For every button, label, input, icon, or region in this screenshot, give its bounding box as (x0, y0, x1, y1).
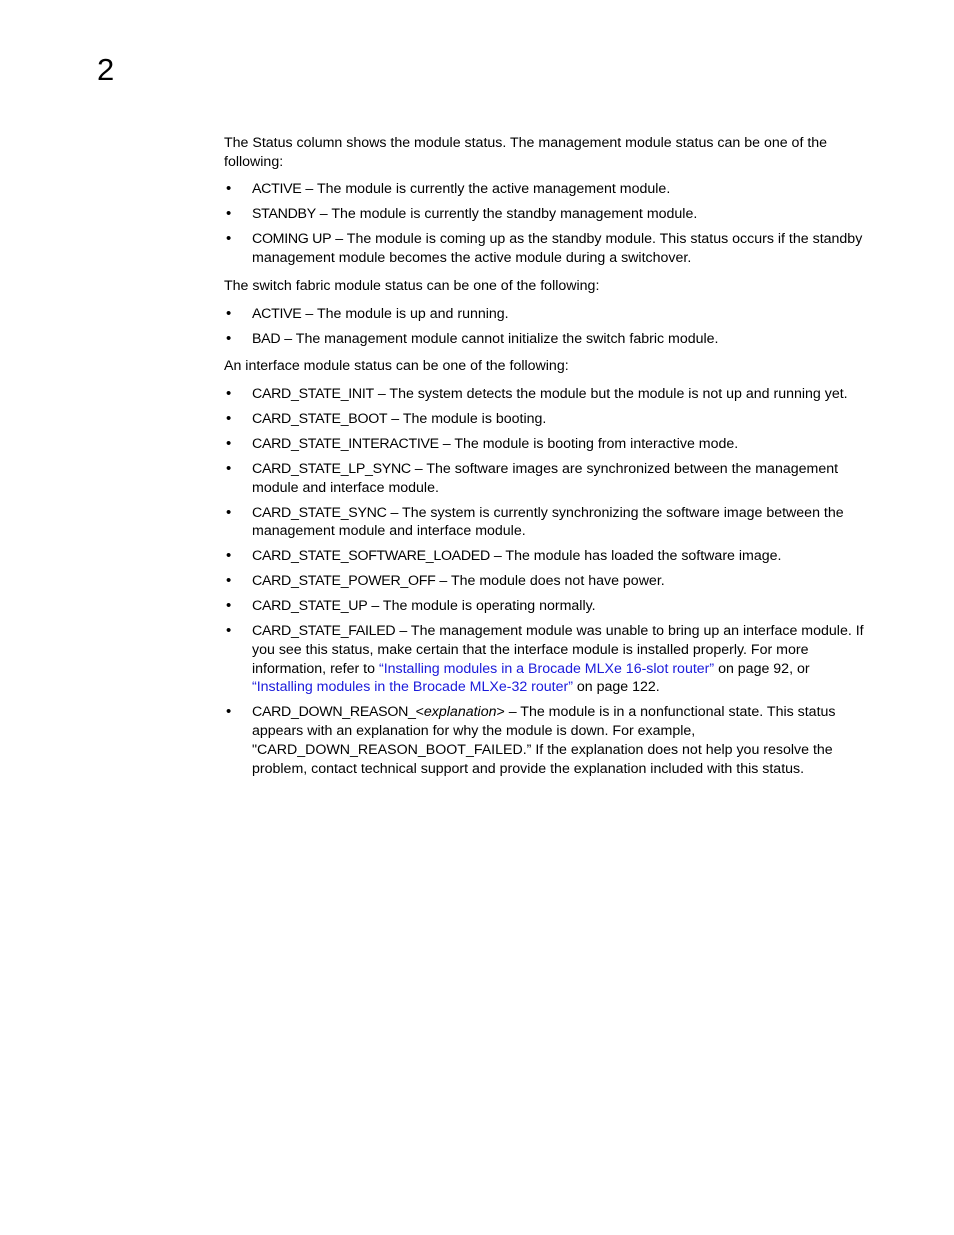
switch-fabric-intro: The switch fabric module status can be one of the following: (224, 277, 600, 294)
bullet-icon: • (226, 304, 232, 322)
bullet-icon: • (226, 622, 232, 640)
status-description: – The management module cannot initialize the switch fabric module. (280, 330, 719, 347)
status-term: CARD_STATE_INTERACTIVE (252, 435, 439, 452)
status-description: – The module is in a nonfunctional state. This status appears with an explanation for why the module is down. For example, "CARD_DOWN_REASON_BOOT_FAILED.” If the explanation does not help you resolve the problem, contact technical support and provide the explanation included with this status. (252, 704, 836, 777)
bullet-icon: • (226, 459, 232, 477)
variable-close-bracket: > (496, 704, 505, 721)
management-intro: The Status column shows the module status. The management module status can be one of the following: (224, 135, 828, 170)
status-term: CARD_STATE_INIT (252, 385, 374, 402)
bullet-icon: • (226, 230, 232, 248)
status-term: CARD_STATE_LP_SYNC (252, 460, 411, 477)
status-description: – The module is up and running. (301, 305, 509, 322)
status-term: COMING UP (252, 231, 332, 248)
status-term: CARD_DOWN_REASON_ (252, 704, 416, 721)
status-term: CARD_STATE_POWER_OFF (252, 573, 436, 590)
status-description: – The system detects the module but the module is not up and running yet. (373, 385, 848, 402)
bullet-icon: • (226, 384, 232, 402)
status-description: – The management module was unable to bring up an interface module. If you see this status, make certain that the interface module is installed properly. For more information, refer to (252, 623, 864, 677)
status-description: – The software images are synchronized between the management module and interface module. (252, 460, 839, 496)
list-item (224, 205, 872, 224)
status-description: – The module is currently the active management module. (301, 181, 671, 198)
switch-fabric-status-list (224, 305, 872, 349)
list-item (224, 385, 872, 404)
status-term: CARD_STATE_BOOT (252, 410, 388, 427)
bullet-icon: • (226, 572, 232, 590)
status-term: CARD_STATE_FAILED (252, 623, 396, 640)
status-term: ACTIVE (252, 305, 302, 322)
list-item (224, 230, 872, 267)
list-item (224, 572, 872, 591)
variable-name: explanation (423, 704, 497, 721)
bullet-icon: • (226, 180, 232, 198)
status-term: CARD_STATE_UP (252, 598, 368, 615)
main-content (224, 134, 872, 787)
management-status-list (224, 180, 872, 267)
status-term: BAD (252, 330, 281, 347)
status-description: – The module is coming up as the standby module. This status occurs if the standby management module becomes the active module during a switchover. (252, 231, 863, 267)
link-page-ref: on page 122. (572, 679, 660, 696)
chapter-number: 2 (97, 52, 115, 87)
link-install-16-slot[interactable]: “Installing modules in a Brocade MLXe 16-slot router” (378, 660, 715, 677)
list-item (224, 622, 872, 697)
list-item (224, 305, 872, 324)
status-term: STANDBY (252, 206, 316, 223)
status-description: – The module does not have power. (435, 573, 665, 590)
status-description: – The module is booting. (387, 410, 547, 427)
status-description: – The module has loaded the software image. (489, 548, 782, 565)
status-description: – The system is currently synchronizing the software image between the management module and interface module. (252, 504, 844, 540)
link-page-ref: on page 92, or (714, 660, 810, 677)
status-term: CARD_STATE_SYNC (252, 504, 387, 521)
bullet-icon: • (226, 409, 232, 427)
status-description: – The module is operating normally. (367, 598, 596, 615)
bullet-icon: • (226, 503, 232, 521)
list-item (224, 435, 872, 454)
bullet-icon: • (226, 703, 232, 721)
list-item (224, 330, 872, 349)
interface-status-list (224, 385, 872, 778)
bullet-icon: • (226, 547, 232, 565)
bullet-icon: • (226, 329, 232, 347)
list-item (224, 180, 872, 199)
list-item (224, 410, 872, 429)
status-description: – The module is booting from interactive mode. (438, 435, 739, 452)
bullet-icon: • (226, 597, 232, 615)
status-term: ACTIVE (252, 181, 302, 198)
list-item (224, 504, 872, 541)
list-item (224, 547, 872, 566)
bullet-icon: • (226, 434, 232, 452)
list-item (224, 597, 872, 616)
interface-intro: An interface module status can be one of the following: (224, 358, 569, 375)
link-install-32-slot[interactable]: “Installing modules in the Brocade MLXe-32 router” (252, 679, 573, 696)
list-item (224, 703, 872, 778)
variable-open-bracket: < (415, 704, 424, 721)
status-term: CARD_STATE_SOFTWARE_LOADED (252, 548, 490, 565)
bullet-icon: • (226, 205, 232, 223)
list-item (224, 460, 872, 497)
status-description: – The module is currently the standby management module. (315, 206, 698, 223)
